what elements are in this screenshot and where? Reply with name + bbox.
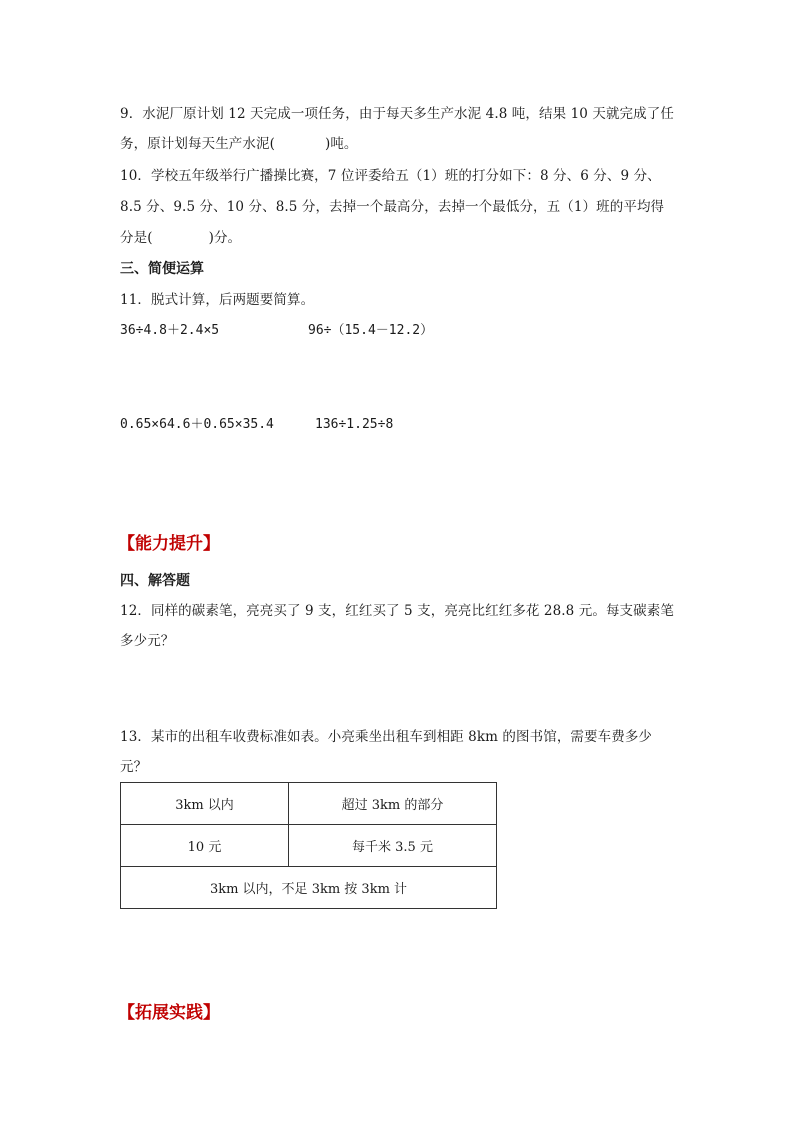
q11-title: 11．脱式计算，后两题要简算。: [120, 292, 315, 308]
banner-ability-improvement: 【能力提升】: [118, 534, 220, 554]
q13-line2: 元？: [120, 759, 148, 775]
q11-expr3: 0.65×64.6＋0.65×35.4: [120, 417, 274, 432]
q10-line2: 8.5 分、9.5 分、10 分、8.5 分，去掉一个最高分，去掉一个最低分，五（1）班的平均得: [120, 199, 665, 215]
q13-line1: 13．某市的出租车收费标准如表。小亮乘坐出租车到相距 8km 的图书馆，需要车费多少: [120, 729, 653, 745]
q9-line2-end: )吨。: [324, 136, 358, 152]
table-row: [121, 783, 497, 825]
q11-expr1: 36÷4.8＋2.4×5: [120, 323, 220, 338]
q11-expr2: 96÷（15.4－12.2）: [308, 323, 434, 338]
section-heading-3: 三、简便运算: [120, 261, 204, 277]
table-cell-over-3km: 超过 3km 的部分: [289, 783, 497, 825]
q10-line3-text: 分是(: [120, 230, 153, 246]
q12-line2: 多少元？: [120, 633, 175, 649]
table-cell-per-km-fare: 每千米 3.5 元: [289, 825, 497, 867]
q9-line2-text: 务，原计划每天生产水泥(: [120, 136, 275, 152]
q11-expr4: 136÷1.25÷8: [315, 417, 394, 432]
q9-line2: [120, 134, 358, 154]
table-cell-note: 3km 以内，不足 3km 按 3km 计: [121, 867, 497, 909]
table-cell-within-3km: 3km 以内: [121, 783, 289, 825]
taxi-fee-table: [120, 782, 497, 909]
q9-line1: 9．水泥厂原计划 12 天完成一项任务，由于每天多生产水泥 4.8 吨，结果 10 天就完成了任: [120, 106, 674, 122]
banner-extended-practice: 【拓展实践】: [118, 1003, 220, 1023]
table-cell-base-fare: 10 元: [121, 825, 289, 867]
table-row: [121, 867, 497, 909]
q10-line1: 10．学校五年级举行广播操比赛，7 位评委给五（1）班的打分如下：8 分、6 分、9 分、: [120, 168, 661, 184]
section-heading-4: 四、解答题: [120, 573, 190, 589]
q10-line3-end: )分。: [208, 230, 242, 246]
table-row: [121, 825, 497, 867]
q12-line1: 12．同样的碳素笔，亮亮买了 9 支，红红买了 5 支，亮亮比红红多花 28.8 元。每支碳素笔: [120, 603, 674, 619]
q10-line3: [120, 228, 241, 248]
